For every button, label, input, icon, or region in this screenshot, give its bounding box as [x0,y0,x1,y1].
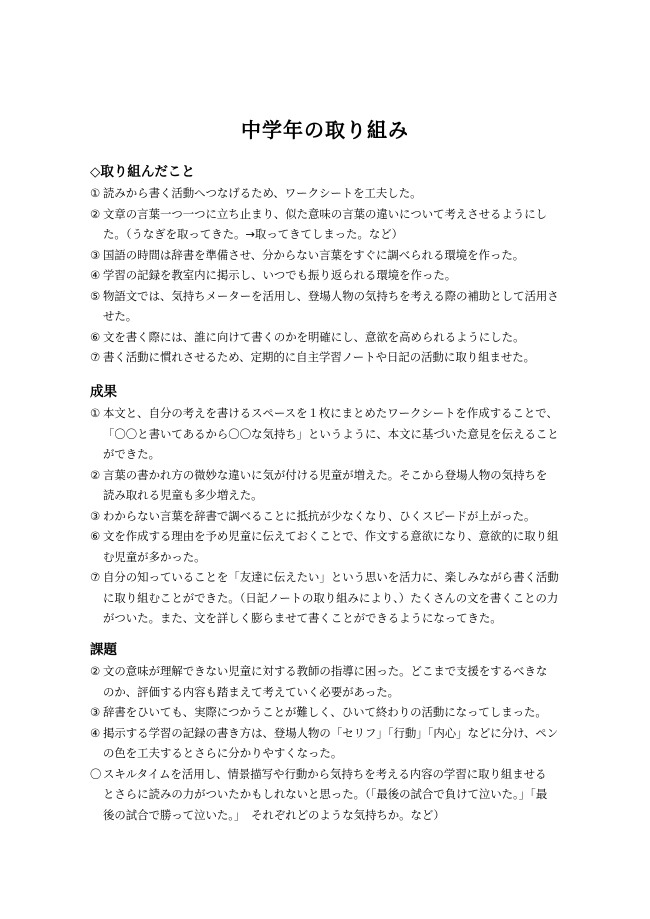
section-results [90,381,570,629]
item-number: ⑥ [90,329,101,344]
list-item [90,204,570,245]
item-text-line: 物語文では、気持ちメーターを活用し、登場人物の気持ちを考える際の補助として活用さ [103,288,559,303]
page-title: 中学年の取り組み [241,118,409,142]
item-number: ④ [90,725,101,740]
item-text-line: 文章の言葉一つ一つに立ち止まり、似た意味の言葉の違いについて考えさせるようにし [103,206,548,221]
item-text-line: 学習の記録を教室内に掲示し、いつでも振り返られる環境を作った。 [103,268,457,282]
item-number: ② [90,664,101,678]
item-text-line: 辞書をひいても、実際につかうことが難しく、ひいて終わりの活動になってしまった。 [103,705,547,719]
item-number: ② [90,206,101,221]
item-number: ② [90,467,101,482]
section-items [90,403,570,629]
list-item [90,245,570,266]
item-text-line: 本文と、自分の考えを書けるスペースを１枚にまとめたワークシートを作成することで、 [103,406,558,420]
item-text-line: む児童が多かった。 [103,549,206,564]
item-text-line: 書く活動に慣れさせるため、定期的に自主学習ノートや日記の活動に取り組ませた。 [103,350,536,364]
item-number: ⑥ [90,529,101,543]
item-number: ④ [90,268,101,282]
item-number: ③ [90,247,101,262]
item-number: ⑦ [90,350,101,364]
list-item [90,183,570,204]
list-item [90,661,570,702]
item-text-line: に取り組むことができた。（日記ノートの取り組みにより、）たくさんの文を書くことの力 [103,590,559,605]
section-heading: 成果 [90,384,117,400]
item-text-line: 国語の時間は辞書を準備させ、分からない言葉をすぐに調べられる環境を作った。 [103,247,525,262]
item-text-line: 自分の知っていることを「友達に伝えたい」という思いを活力に、楽しみながら書く活動 [103,570,559,584]
list-item [90,764,570,826]
item-number: ⑤ [90,288,101,303]
item-number: ① [90,186,101,200]
list-item [90,347,570,368]
item-number: ⑦ [90,570,101,584]
item-text-line: スキルタイムを活用し、情景描写や行動から気持ちを考える内容の学習に取り組ませる [103,766,547,781]
item-text-line: せた。 [103,309,138,323]
item-text-line: 読みから書く活動へつなげるため、ワークシートを工夫した。 [103,186,422,200]
item-text-line: 読み取れる児童も多少増えた。 [103,488,263,502]
list-item [90,506,570,527]
item-number: 〇 [90,766,102,781]
item-text-line: 「〇〇と書いてあるから〇〇な気持ち」というように、本文に基づいた意見を伝えること [103,426,559,441]
item-text-line: 文の意味が理解できない児童に対する教師の指導に困った。どこまで支援をするべきな [103,664,548,678]
item-text-line: がついた。また、文を詳しく膨らませて書くことができるようになってきた。 [103,611,502,625]
section-heading: 課題 [90,642,117,658]
list-item [90,286,570,327]
item-text-line: ができた。 [103,447,160,461]
section-items [90,661,570,825]
section-efforts [90,161,570,368]
item-text-line: のか、評価する内容も踏まえて考えていく必要があった。 [103,684,400,699]
list-item [90,403,570,465]
item-text-line: た。（うなぎを取ってきた。→取ってきてしまった。など） [103,227,404,241]
item-number: ③ [90,705,101,719]
section-items [90,183,570,368]
list-item [90,702,570,723]
item-text-line: わからない言葉を辞書で調べることに抵抗が少なくなり、ひくスピードが上がった。 [103,508,536,523]
item-text-line: とさらに読みの力がついたかもしれないと思った。（「最後の試合で負けて泣いた。」「最 [103,787,548,801]
item-text-line: 文を書く際には、誰に向けて書くのかを明確にし、意欲を高められるようにした。 [103,329,525,344]
section-issues [90,639,570,825]
list-item [90,567,570,629]
list-item [90,526,570,567]
item-text-line: 文を作成する理由を予め児童に伝えておくことで、作文する意欲になり、意欲的に取り組 [103,529,559,543]
item-number: ③ [90,508,101,523]
section-heading: ◇取り組んだこと [90,164,195,180]
list-item [90,327,570,348]
item-text-line: 後の試合で勝って泣いた。」 それぞれどのような気持ちか。など） [103,807,445,822]
item-text-line: 言葉の書かれ方の微妙な違いに気が付ける児童が増えた。そこから登場人物の気持ちを [103,467,548,482]
list-item [90,265,570,286]
item-number: ① [90,406,101,420]
list-item [90,465,570,506]
item-text-line: 掲示する学習の記録の書き方は、登場人物の「セリフ」「行動」「内心」などに分け、ペン [103,725,559,740]
item-text-line: の色を工夫するとさらに分かりやすくなった。 [103,746,343,760]
list-item [90,723,570,764]
